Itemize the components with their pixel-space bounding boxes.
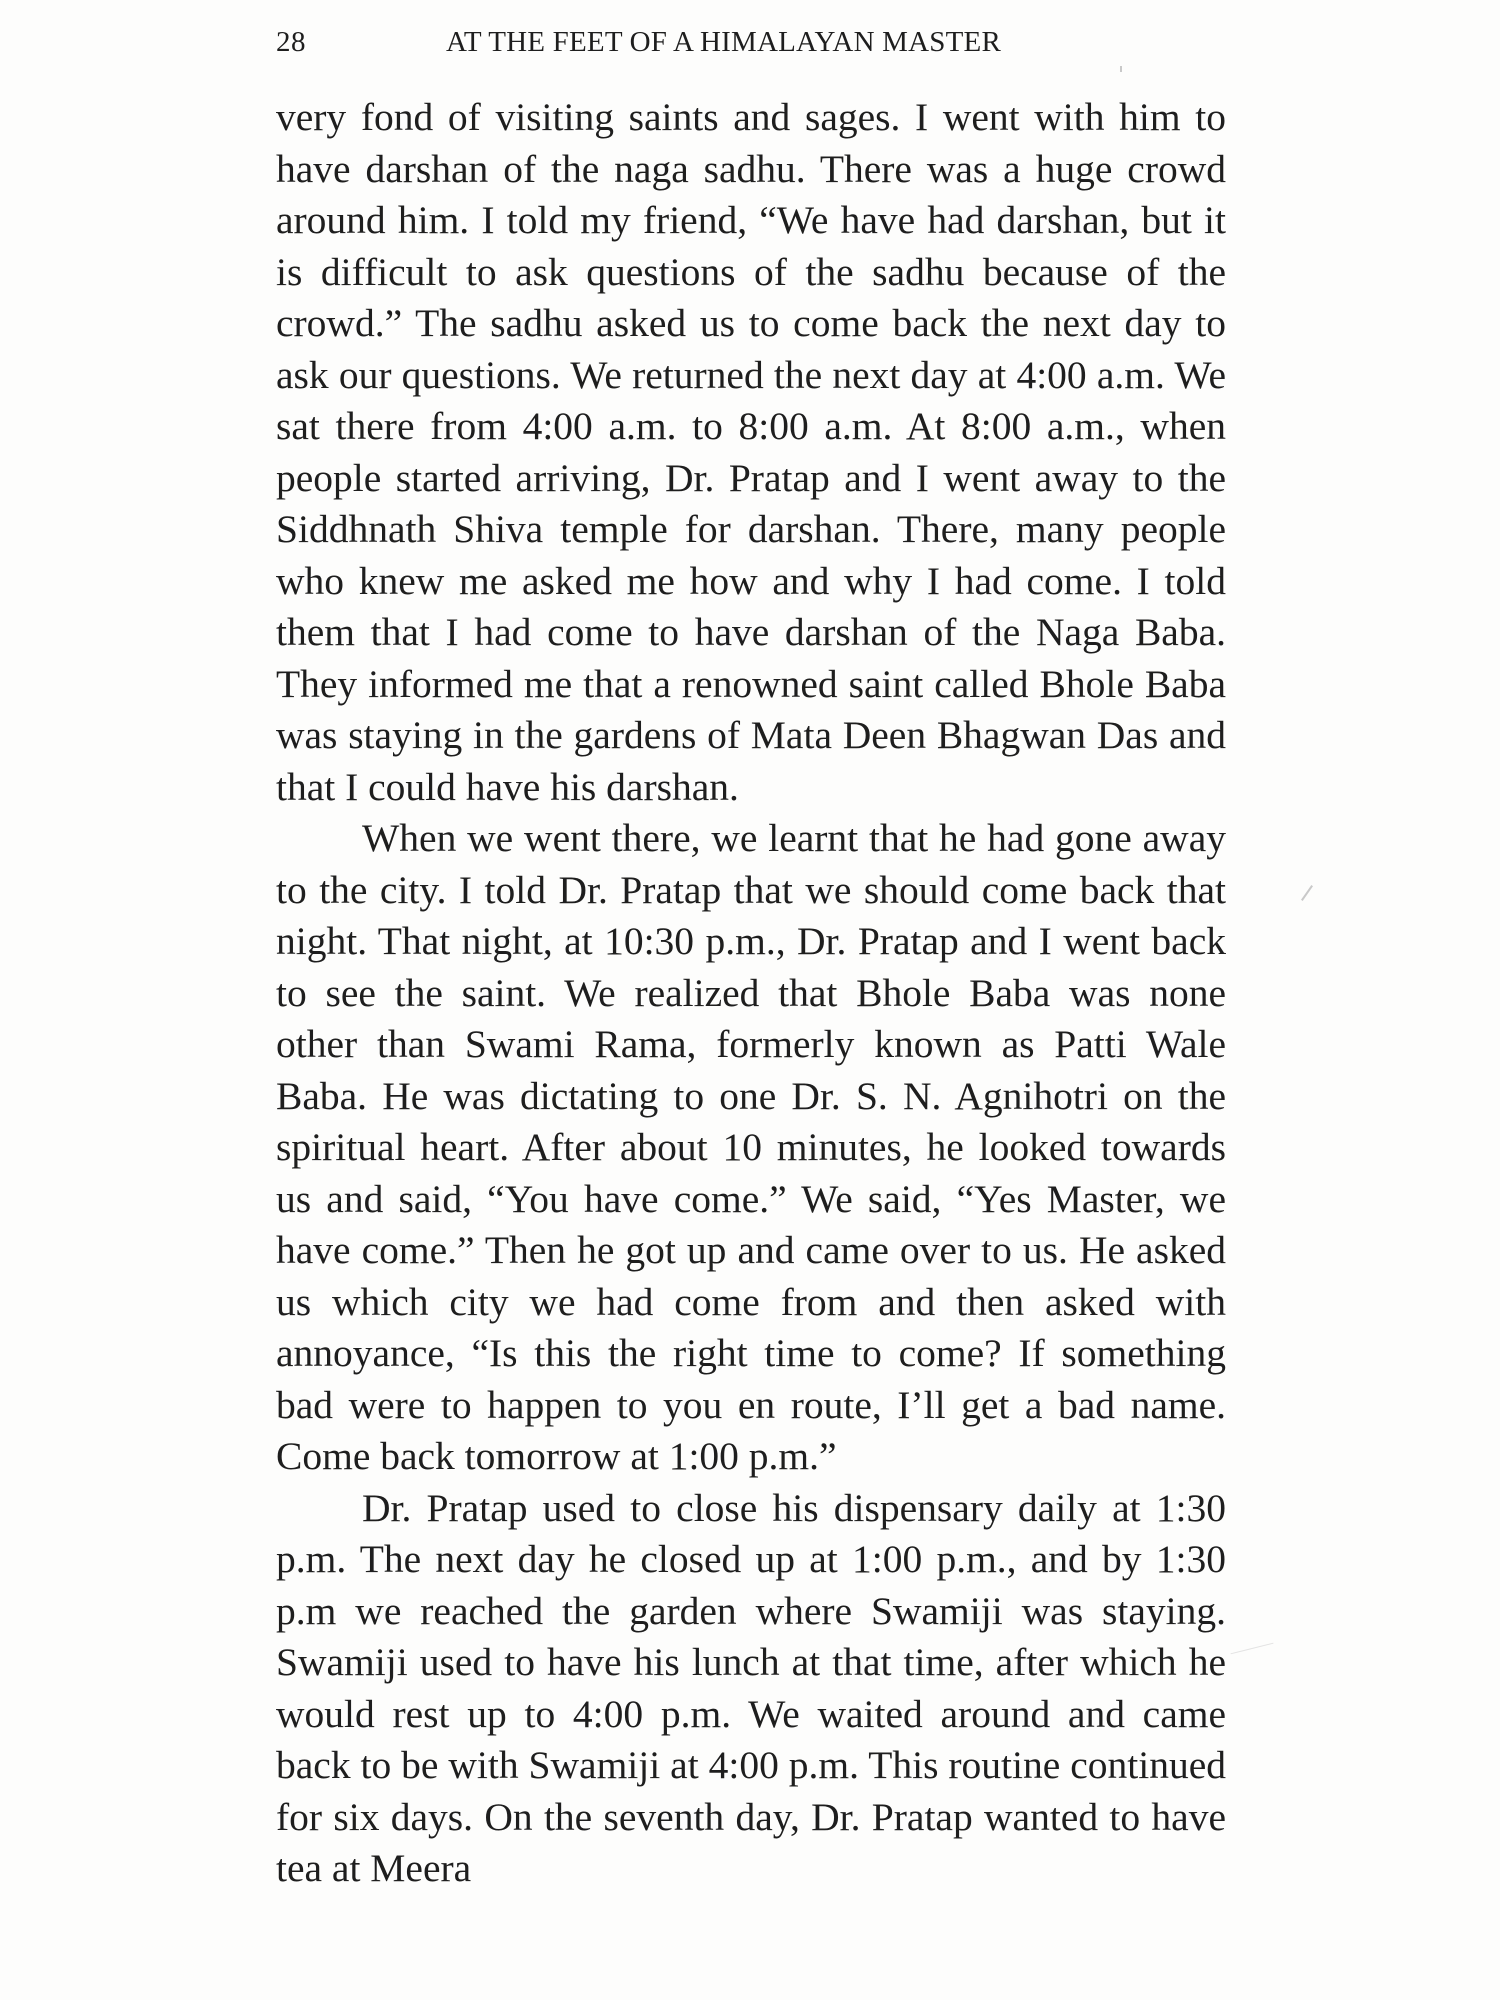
paragraph-3: Dr. Pratap used to close his dispensary daily at 1:30 p.m. The next day he closed up at 1:00 p.m., and by 1:30 p.m we reached the garden where Swamiji was staying. Swamiji used to have his lunch at that time, after which he would rest up to 4:00 p.m. We waited around and came back to be with Swamiji at 4:00 p.m. This routine continued for six days. On the seventh day, Dr. Pratap wanted to have tea at Meera	[276, 1485, 1226, 1890]
scan-line	[1231, 1643, 1274, 1655]
running-head	[276, 26, 1276, 66]
scan-speck	[1120, 66, 1122, 72]
paragraph-2: When we went there, we learnt that he had gone away to the city. I told Dr. Pratap that we should come back that night. That night, at 10:30 p.m., Dr. Pratap and I went back to see the saint. We realized that Bhole Baba was none other than Swami Rama, formerly known as Patti Wale Baba. He was dictating to one Dr. S. N. Agnihotri on the spiritual heart. After about 10 minutes, he looked towards us and said, “You have come.” We said, “Yes Master, we have come.” Then he got up and came over to us. He asked us which city we had come from and then asked with annoyance, “Is this the right time to come? If something bad were to happen to you en route, I’ll get a bad name. Come back tomorrow at 1:00 p.m.”	[276, 816, 1226, 1478]
body-text	[276, 92, 1226, 1895]
book-title: AT THE FEET OF A HIMALAYAN MASTER	[446, 26, 1001, 58]
scan-line	[1301, 885, 1313, 901]
paragraph-1: very fond of visiting saints and sages. I went with him to have darshan of the naga sadhu. There was a huge crowd around him. I told my friend, “We have had darshan, but it is difficult to ask questions of the sadhu because of the crowd.” The sadhu asked us to come back the next day to ask our questions. We returned the next day at 4:00 a.m. We sat there from 4:00 a.m. to 8:00 a.m. At 8:00 a.m., when people started arriving, Dr. Pratap and I went away to the Siddhnath Shiva temple for darshan. There, many people who knew me asked me how and why I had come. I told them that I had come to have darshan of the Naga Baba. They informed me that a renowned saint called Bhole Baba was staying in the gardens of Mata Deen Bhagwan Das and that I could have his darshan.	[276, 95, 1226, 809]
page-number: 28	[276, 26, 306, 58]
